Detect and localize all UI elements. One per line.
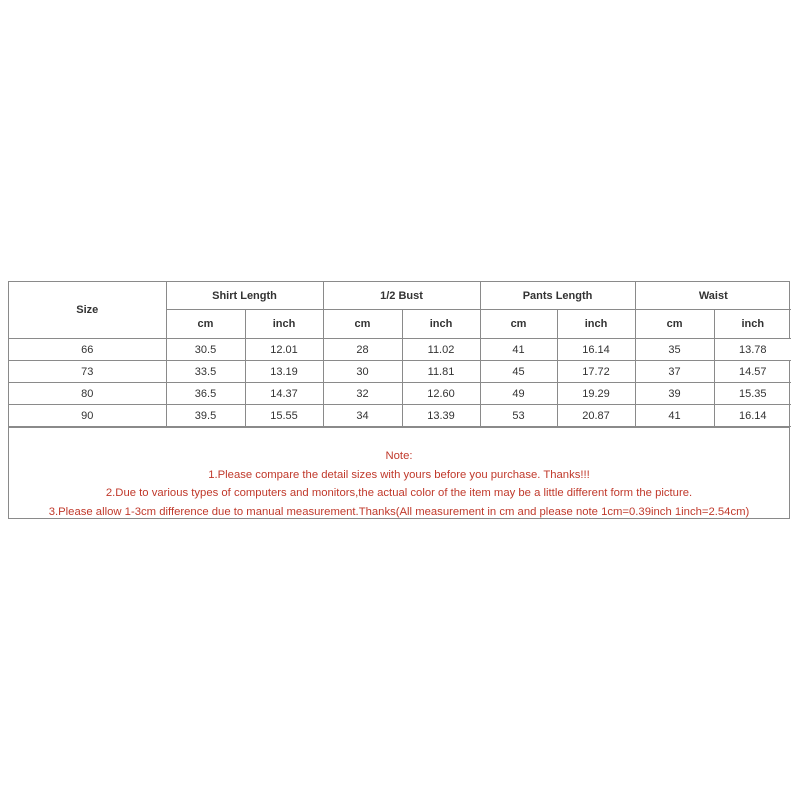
table-cell: 30.5 — [166, 339, 245, 361]
unit-header: inch — [714, 310, 791, 339]
note-line: 3.Please allow 1-3cm difference due to manual measurement.Thanks(All measurement in cm and please note 1cm=0.39inch 1inch=2.54cm) — [48, 505, 750, 518]
group-header-waist: Waist — [635, 282, 791, 310]
table-cell: 30 — [323, 361, 402, 383]
table-cell: 36.5 — [166, 383, 245, 405]
table-cell: 14.57 — [714, 361, 791, 383]
table-cell: 90 — [9, 405, 166, 427]
table-cell: 28 — [323, 339, 402, 361]
table-cell: 49 — [480, 383, 557, 405]
unit-header: inch — [402, 310, 480, 339]
unit-header: cm — [166, 310, 245, 339]
table-cell: 41 — [480, 339, 557, 361]
notes-section — [9, 427, 789, 518]
table-cell: 32 — [323, 383, 402, 405]
size-chart — [8, 281, 790, 519]
table-cell: 16.14 — [557, 339, 635, 361]
table-cell: 13.78 — [714, 339, 791, 361]
size-header: Size — [9, 282, 166, 339]
table-cell: 66 — [9, 339, 166, 361]
table-cell: 19.29 — [557, 383, 635, 405]
table-cell: 20.87 — [557, 405, 635, 427]
table-row — [9, 339, 791, 361]
group-header-half-bust: 1/2 Bust — [323, 282, 480, 310]
table-cell: 12.60 — [402, 383, 480, 405]
table-cell: 39 — [635, 383, 714, 405]
size-table — [9, 282, 791, 427]
group-header-pants-length: Pants Length — [480, 282, 635, 310]
table-cell: 73 — [9, 361, 166, 383]
unit-header: cm — [635, 310, 714, 339]
table-cell: 41 — [635, 405, 714, 427]
table-cell: 11.81 — [402, 361, 480, 383]
table-cell: 11.02 — [402, 339, 480, 361]
table-cell: 14.37 — [245, 383, 323, 405]
table-cell: 15.55 — [245, 405, 323, 427]
table-row — [9, 383, 791, 405]
unit-header: cm — [480, 310, 557, 339]
group-header-shirt-length: Shirt Length — [166, 282, 323, 310]
note-line: 2.Due to various types of computers and monitors,the actual color of the item may be a little different form the picture. — [105, 487, 693, 499]
unit-header: inch — [557, 310, 635, 339]
table-cell: 13.19 — [245, 361, 323, 383]
header-group-row — [9, 282, 791, 310]
note-line: 1.Please compare the detail sizes with yours before you purchase. Thanks!!! — [208, 468, 590, 481]
table-cell: 12.01 — [245, 339, 323, 361]
table-cell: 39.5 — [166, 405, 245, 427]
table-row — [9, 361, 791, 383]
table-cell: 53 — [480, 405, 557, 427]
table-cell: 33.5 — [166, 361, 245, 383]
table-cell: 17.72 — [557, 361, 635, 383]
table-cell: 15.35 — [714, 383, 791, 405]
note-title: Note: — [385, 450, 413, 462]
table-cell: 34 — [323, 405, 402, 427]
table-cell: 37 — [635, 361, 714, 383]
table-row — [9, 405, 791, 427]
table-cell: 80 — [9, 383, 166, 405]
table-cell: 16.14 — [714, 405, 791, 427]
unit-header: inch — [245, 310, 323, 339]
table-cell: 35 — [635, 339, 714, 361]
unit-header: cm — [323, 310, 402, 339]
table-cell: 45 — [480, 361, 557, 383]
table-cell: 13.39 — [402, 405, 480, 427]
